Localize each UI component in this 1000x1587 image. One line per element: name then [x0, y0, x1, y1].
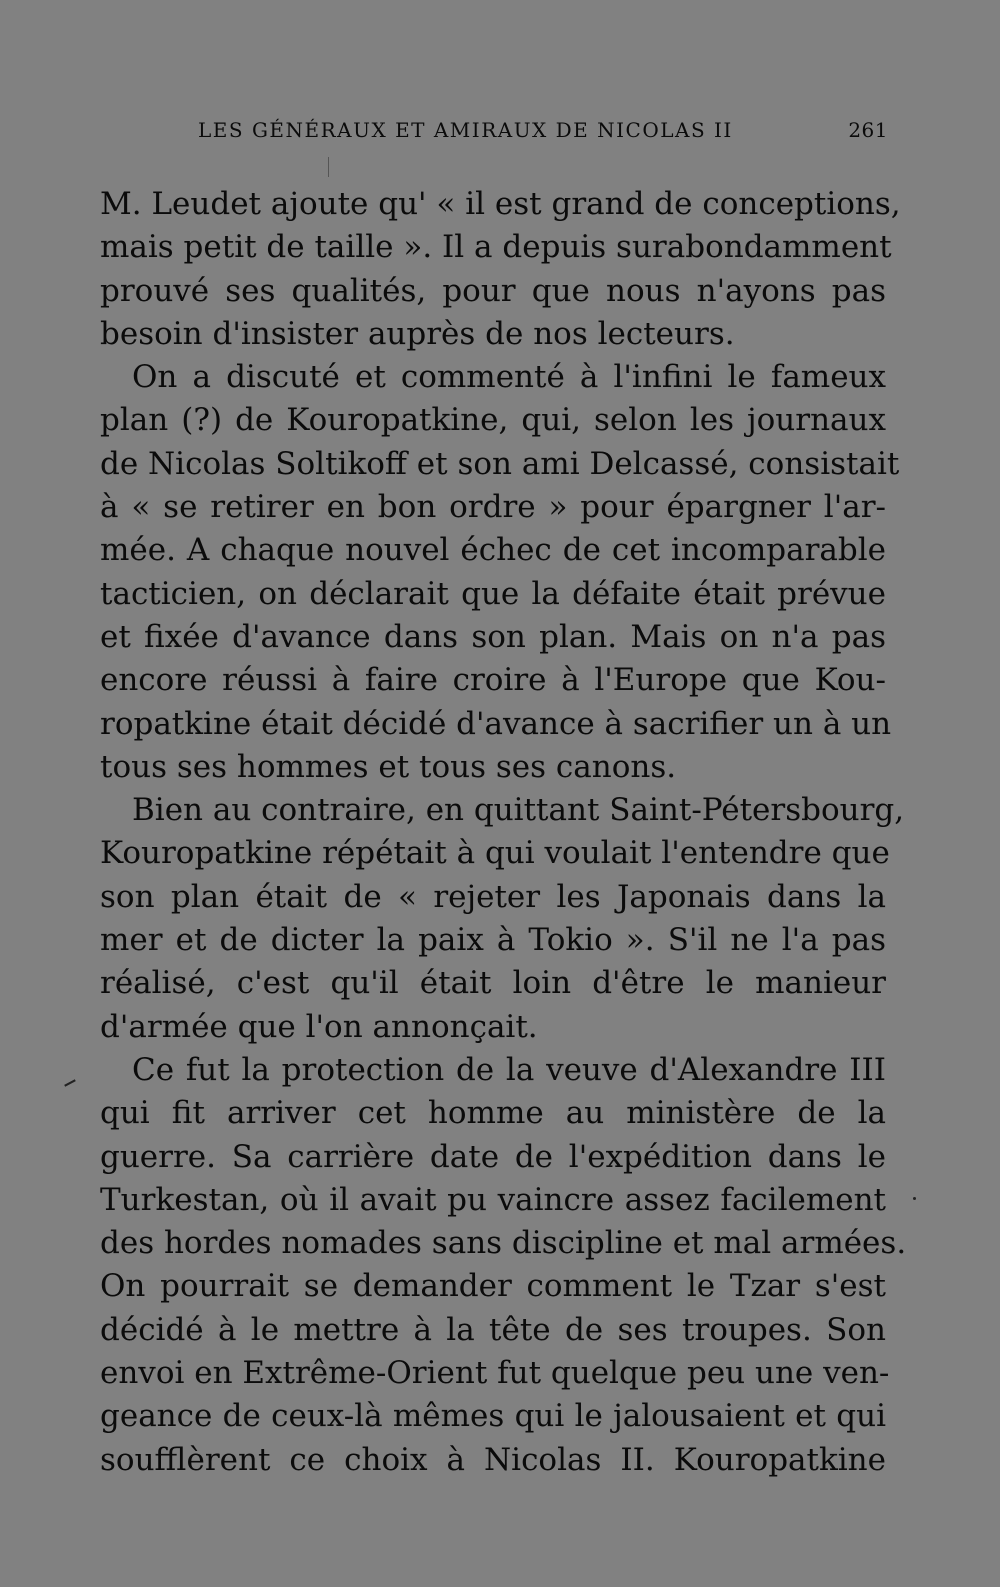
text-line: On pourrait se demander comment le Tzar s'est [100, 1268, 886, 1305]
running-title: LES GÉNÉRAUX ET AMIRAUX DE NICOLAS II [198, 118, 733, 142]
text-line: Ce fut la protection de la veuve d'Alexandre III [132, 1051, 886, 1088]
text-line: décidé à le mettre à la tête de ses troupes. Son [100, 1311, 886, 1348]
text-line: M. Leudet ajoute qu' « il est grand de conceptions, [100, 186, 901, 222]
text-line: soufflèrent ce choix à Nicolas II. Kouropatkine [100, 1441, 886, 1478]
text-line: mer et de dicter la paix à Tokio ». S'il ne l'a pas [100, 922, 886, 959]
text-line: et fixée d'avance dans son plan. Mais on n'a pas [100, 618, 886, 655]
text-line: Kouropatkine répétait à qui voulait l'entendre que [100, 835, 890, 872]
scan-speck [64, 1079, 76, 1086]
scan-speck [913, 1197, 916, 1200]
text-line: mais petit de taille ». Il a depuis surabondamment [100, 229, 892, 266]
body-text [100, 183, 907, 1482]
text-line: tacticien, on déclarait que la défaite était prévue [100, 575, 886, 612]
text-line: Turkestan, où il avait pu vaincre assez facilement [100, 1181, 886, 1218]
text-line: tous ses hommes et tous ses canons. [100, 748, 677, 785]
running-head [198, 118, 888, 150]
text-line: qui fit arriver cet homme au ministère de la [100, 1095, 886, 1132]
text-line: besoin d'insister auprès de nos lecteurs. [100, 315, 735, 352]
text-line: réalisé, c'est qu'il était loin d'être le manieur [100, 965, 886, 1002]
text-line: Bien au contraire, en quittant Saint-Pétersbourg, [132, 792, 905, 829]
text-line: mée. A chaque nouvel échec de cet incomparable [100, 532, 886, 569]
text-line: prouvé ses qualités, pour que nous n'ayons pas [100, 272, 886, 309]
text-line: guerre. Sa carrière date de l'expédition dans le [100, 1138, 886, 1175]
scan-speck [328, 157, 329, 177]
text-line: envoi en Extrême-Orient fut quelque peu une ven- [100, 1355, 890, 1392]
text-line: geance de ceux-là mêmes qui le jalousaient et qui [100, 1398, 886, 1435]
text-line: ropatkine était décidé d'avance à sacrifier un à un [100, 705, 892, 742]
text-line: On a discuté et commenté à l'infini le fameux [132, 359, 886, 396]
text-line: à « se retirer en bon ordre » pour épargner l'ar- [100, 489, 886, 526]
text-line: encore réussi à faire croire à l'Europe que Kou- [100, 662, 886, 699]
text-line: plan (?) de Kouropatkine, qui, selon les journaux [100, 402, 886, 439]
text-line: d'armée que l'on annonçait. [100, 1008, 538, 1045]
page-number: 261 [848, 118, 888, 142]
text-line: des hordes nomades sans discipline et mal armées. [100, 1225, 907, 1262]
text-line: de Nicolas Soltikoff et son ami Delcassé, consistait [100, 445, 900, 482]
text-line: son plan était de « rejeter les Japonais dans la [100, 878, 886, 915]
